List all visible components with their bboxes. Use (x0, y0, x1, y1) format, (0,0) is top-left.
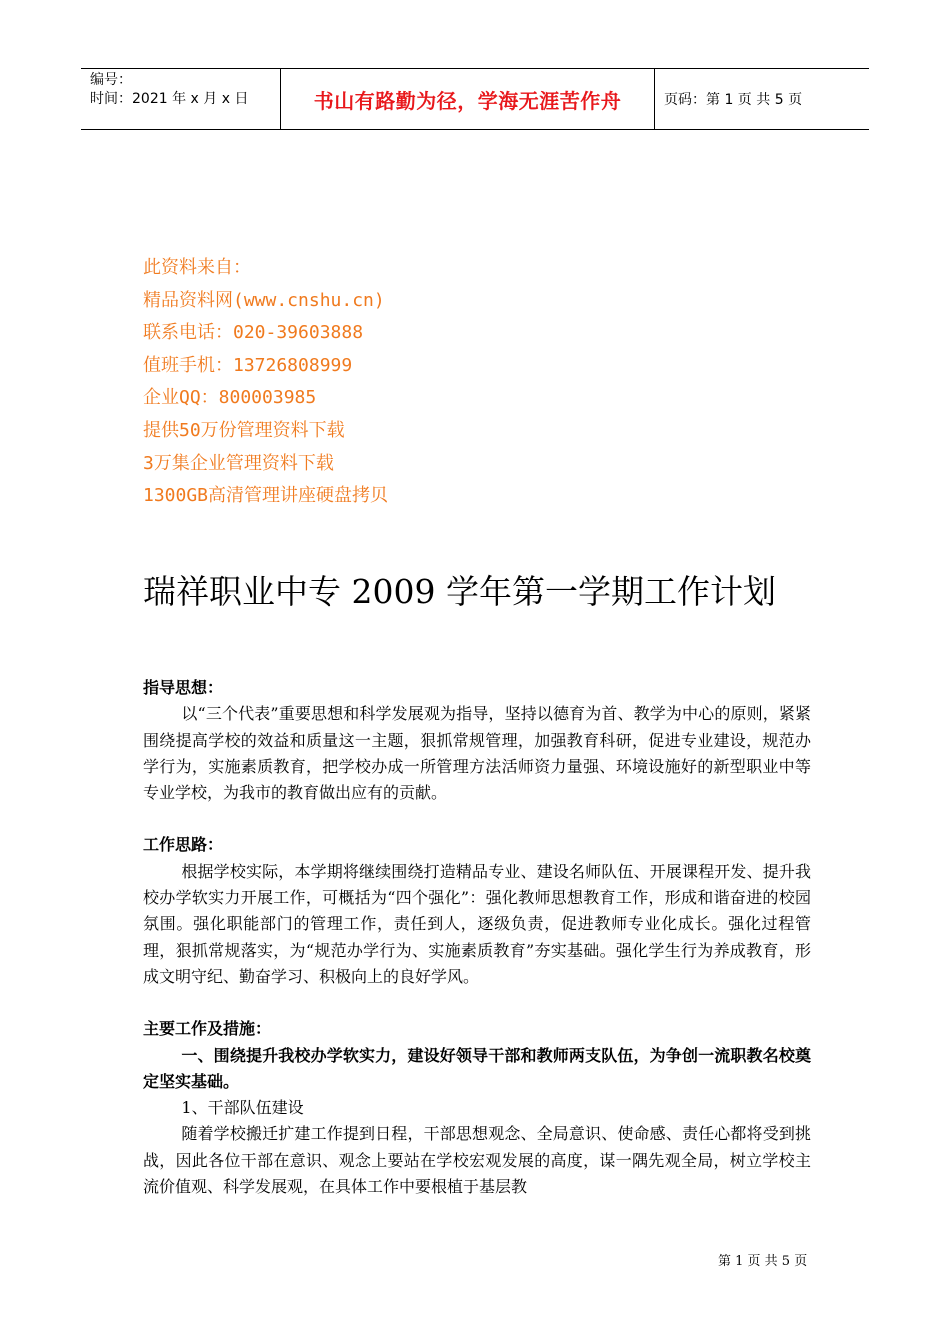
document-body (143, 675, 811, 1200)
header-motto: 书山有路勤为径，学海无涯苦作舟 (281, 69, 655, 129)
header-meta (81, 69, 281, 129)
guiding-heading: 指导思想： (143, 678, 224, 697)
promo-line: 精品资料网(www.cnshu.cn) (143, 289, 385, 311)
promo-line: 提供50万份管理资料下载 (143, 419, 345, 441)
promo-block (143, 252, 388, 513)
document-title: 瑞祥职业中专 2009 学年第一学期工作计划 (143, 572, 776, 611)
promo-line: 企业QQ：800003985 (143, 387, 317, 409)
guiding-paragraph: 以“三个代表”重要思想和科学发展观为指导，坚持以德育为首、教学为中心的原则，紧紧围绕提高学校的效益和质量这一主题，狠抓常规管理，加强教育科研，促进专业建设，规范办学行为，实施素质教育，把学校办成一所管理方法活师资力量强、环境设施好的新型职业中等专业学校，为我市的教育做出应有的贡献。 (143, 704, 811, 803)
promo-line: 此资料来自： (143, 257, 251, 278)
cadre-paragraph: 随着学校搬迁扩建工作提到日程，干部思想观念、全局意识、使命感、责任心都将受到挑战，因此各位干部在意识、观念上要站在学校宏观发展的高度，谋一隅先观全局，树立学校主流价值观、科学发展观，在具体工作中要根植于基层教 (143, 1124, 811, 1197)
promo-line: 联系电话：020-39603888 (143, 322, 364, 344)
main-heading: 主要工作及措施： (143, 1019, 272, 1039)
time-label: 时间：2021 年 x 月 x 日 (90, 91, 249, 107)
header-page-info: 页码：第 1 页 共 5 页 (664, 92, 803, 108)
number-label: 编号： (90, 72, 132, 88)
approach-heading: 工作思路： (143, 835, 224, 855)
promo-line: 1300GB高清管理讲座硬盘拷贝 (143, 485, 389, 507)
page-footer: 第 1 页 共 5 页 (718, 1254, 808, 1269)
point-one: 一、围绕提升我校办学软实力，建设好领导干部和教师两支队伍，为争创一流职教名校奠定坚实基础。 (143, 1045, 811, 1091)
header-table (81, 68, 869, 130)
approach-paragraph: 根据学校实际，本学期将继续围绕打造精品专业、建设名师队伍、开展课程开发、提升我校办学软实力开展工作，可概括为“四个强化”：强化教师思想教育工作，形成和谐奋进的校园氛围。强化职能部门的管理工作，责任到人，逐级负责，促进教师专业化成长。强化过程管理，狠抓常规落实，为“规范办学行为、实施素质教育”夯实基础。强化学生行为养成教育，形成文明守纪、勤奋学习、积极向上的良好学风。 (143, 861, 811, 986)
promo-line: 3万集企业管理资料下载 (143, 452, 334, 474)
promo-line: 值班手机：13726808999 (143, 354, 353, 376)
sub-heading-cadre: 1、干部队伍建设 (181, 1098, 304, 1118)
